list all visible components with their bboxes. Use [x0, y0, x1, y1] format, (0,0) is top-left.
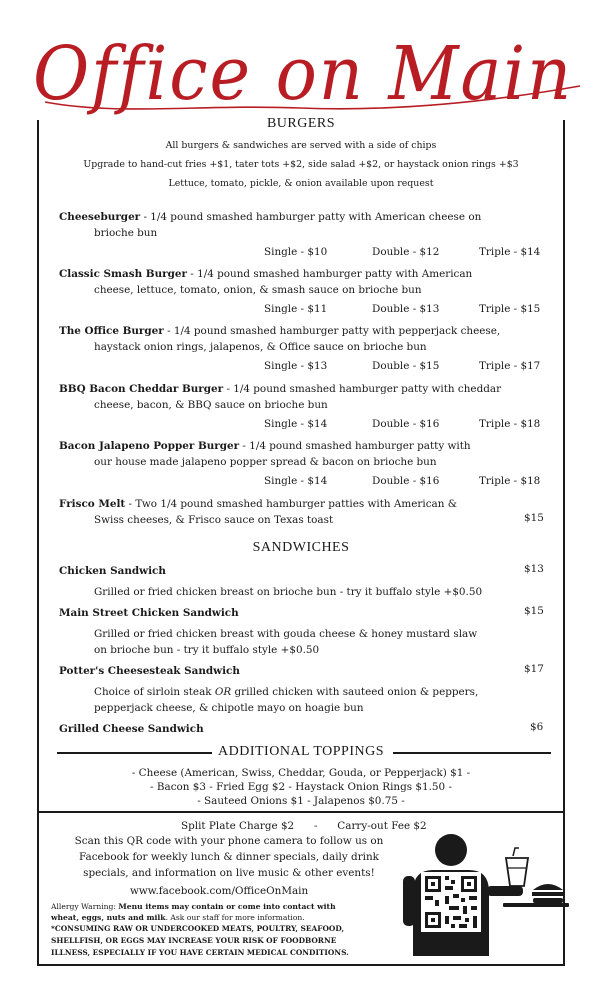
toppings-line: - Cheese (American, Swiss, Cheddar, Gouda, or Pepperjack) $1 - — [131, 767, 471, 779]
burgers-note: All burgers & sandwiches are served with a side of chips — [165, 140, 437, 151]
price-triple: Triple - $18 — [479, 418, 541, 430]
item-price: $17 — [524, 663, 544, 675]
item-desc: - 1/4 pound smashed hamburger patty with American cheese on — [140, 211, 482, 223]
burger-bun-bottom — [533, 898, 563, 903]
item-name: Frisco Melt — [59, 498, 126, 510]
item-desc: grilled chicken with sauteed onion & peppers, — [231, 686, 479, 698]
item-price: $15 — [524, 512, 544, 524]
price-triple: Triple - $15 — [479, 303, 541, 315]
item-desc: haystack onion rings, jalapenos, & Office sauce on brioche bun — [94, 341, 427, 353]
person-arm — [487, 886, 523, 896]
consumer-warning: ILLNESS, ESPECIALLY IF YOU HAVE CERTAIN MEDICAL CONDITIONS. — [51, 948, 349, 957]
menu-item — [59, 438, 539, 454]
price-double: Double - $16 — [372, 475, 440, 487]
burgers-note: Lettuce, tomato, pickle, & onion available upon request — [168, 178, 434, 189]
price-triple: Triple - $17 — [479, 360, 541, 372]
item-desc: cheese, bacon, & BBQ sauce on brioche bun — [94, 399, 328, 411]
allergy-text: . Ask our staff for more information. — [165, 913, 305, 922]
item-desc — [94, 684, 478, 700]
qr-text: Scan this QR code with your phone camera to follow us on — [74, 835, 384, 847]
item-name: Classic Smash Burger — [59, 268, 187, 280]
price-single: Single - $14 — [264, 418, 328, 430]
item-price: $6 — [530, 721, 544, 733]
sandwiches-heading: SANDWICHES — [252, 540, 350, 555]
item-desc: - 1/4 pound smashed hamburger patty with pepperjack cheese, — [163, 325, 501, 337]
facebook-url[interactable]: www.facebook.com/OfficeOnMain — [130, 885, 309, 897]
burgers-heading: BURGERS — [266, 116, 336, 131]
item-desc: - 1/4 pound smashed hamburger patty with — [239, 440, 471, 452]
item-desc: Grilled or fried chicken breast on brioche bun - try it buffalo style +$0.50 — [94, 586, 483, 598]
drink-cup-icon — [506, 858, 528, 886]
price-double: Double - $13 — [372, 303, 440, 315]
item-price: $15 — [524, 605, 544, 617]
item-desc: on brioche bun - try it buffalo style +$0.50 — [94, 644, 320, 656]
burger-bun-top — [533, 884, 563, 890]
allergy-prefix: Allergy Warning: — [51, 902, 119, 911]
menu-item — [59, 209, 539, 225]
item-name: Main Street Chicken Sandwich — [59, 607, 239, 619]
item-name: The Office Burger — [59, 325, 164, 337]
menu-item — [59, 266, 539, 282]
charges: Split Plate Charge $2 - Carry-out Fee $2 — [181, 820, 427, 832]
menu-item — [59, 381, 539, 397]
item-desc: - 1/4 pound smashed hamburger patty with American — [186, 268, 473, 280]
item-desc: our house made jalapeno popper spread & bacon on brioche bun — [94, 456, 437, 468]
qr-text: specials, and information on live music & other events! — [83, 867, 375, 879]
consumer-warning: SHELLFISH, OR EGGS MAY INCREASE YOUR RISK OF FOODBORNE — [51, 936, 337, 945]
item-price: $13 — [524, 563, 544, 575]
footer-divider — [37, 811, 565, 813]
person-arm — [403, 876, 415, 926]
item-name: Cheeseburger — [59, 211, 141, 223]
item-name: Bacon Jalapeno Popper Burger — [59, 440, 240, 452]
item-desc: cheese, lettuce, tomato, onion, & smash sauce on brioche bun — [94, 284, 422, 296]
item-name: Potter's Cheesesteak Sandwich — [59, 665, 240, 677]
toppings-line: - Sauteed Onions $1 - Jalapenos $0.75 - — [197, 795, 405, 807]
price-single: Single - $13 — [264, 360, 328, 372]
price-triple: Triple - $14 — [479, 246, 541, 258]
menu-item — [59, 323, 539, 339]
tray — [503, 903, 569, 907]
toppings-line: - Bacon $3 - Fried Egg $2 - Haystack Onion Rings $1.50 - — [150, 781, 452, 793]
menu-title-logo — [0, 4, 607, 124]
item-desc: brioche bun — [94, 227, 158, 239]
qr-person-illustration — [403, 828, 573, 963]
price-double: Double - $12 — [372, 246, 440, 258]
item-name: Grilled Cheese Sandwich — [59, 723, 204, 735]
item-name: BBQ Bacon Cheddar Burger — [59, 383, 224, 395]
price-double: Double - $15 — [372, 360, 440, 372]
item-desc-or: OR — [214, 686, 232, 698]
burger-patty — [532, 892, 564, 896]
price-single: Single - $14 — [264, 475, 328, 487]
person-head — [435, 834, 467, 866]
price-triple: Triple - $18 — [479, 475, 541, 487]
menu-item — [59, 496, 539, 512]
burgers-note: Upgrade to hand-cut fries +$1, tater tots +$2, side salad +$2, or haystack onion rings +$3 — [83, 159, 519, 170]
item-desc: pepperjack cheese, & chipotle mayo on hoagie bun — [94, 702, 364, 714]
qr-text: Facebook for weekly lunch & dinner specials, daily drink — [79, 851, 379, 863]
allergy-text: Menu items may contain or come into contact with — [118, 902, 336, 911]
price-double: Double - $16 — [372, 418, 440, 430]
allergy-text: wheat, eggs, nuts and milk — [51, 913, 166, 922]
item-desc: - Two 1/4 pound smashed hamburger patties with American & — [125, 498, 457, 510]
allergy-warning — [51, 913, 305, 922]
price-single: Single - $11 — [264, 303, 328, 315]
toppings-heading: ADDITIONAL TOPPINGS — [218, 744, 384, 759]
item-desc: Grilled or fried chicken breast with gouda cheese & honey mustard slaw — [94, 628, 478, 640]
item-desc: Choice of sirloin steak — [94, 686, 215, 698]
item-desc: Swiss cheeses, & Frisco sauce on Texas toast — [94, 514, 334, 526]
item-desc: - 1/4 pound smashed hamburger patty with cheddar — [223, 383, 502, 395]
item-name: Chicken Sandwich — [59, 565, 166, 577]
allergy-warning — [51, 902, 336, 911]
straw-icon — [513, 848, 519, 856]
price-single: Single - $10 — [264, 246, 328, 258]
consumer-warning: *CONSUMING RAW OR UNDERCOOKED MEATS, POULTRY, SEAFOOD, — [51, 924, 345, 933]
menu-title: Office on Main — [33, 31, 573, 117]
